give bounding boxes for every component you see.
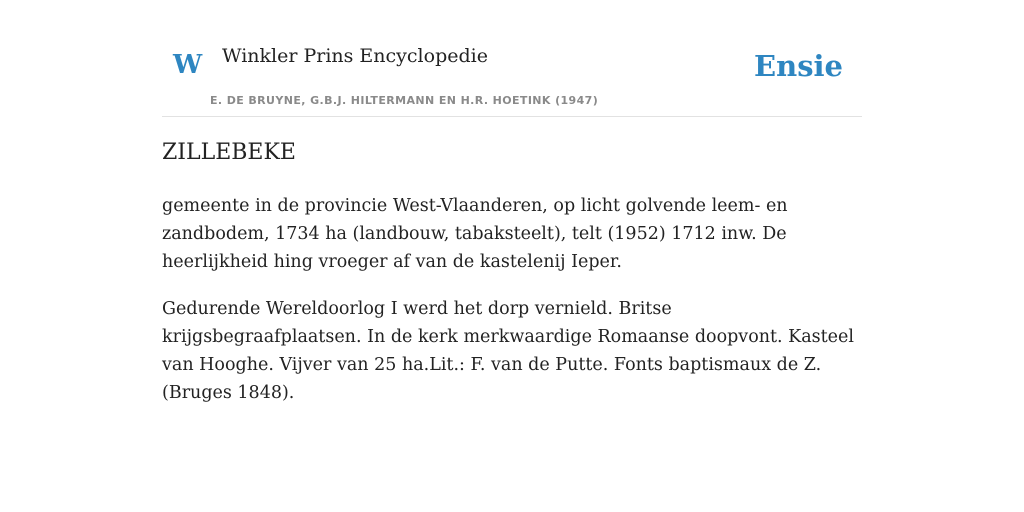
entry-title: ZILLEBEKE [162, 140, 296, 165]
entry-paragraph: gemeente in de provincie West-Vlaanderen, op licht golvende leem- en zandbodem, 1734 ha (landbouw, tabaksteelt), telt (1952) 1712 inw. De heerlijkheid hing vroeger af van de kastelenij Ieper. [162, 196, 788, 272]
source-authors: E. DE BRUYNE, G.B.J. HILTERMANN EN H.R. HOETINK (1947) [210, 94, 599, 107]
source-logo[interactable]: W [173, 50, 203, 80]
source-title[interactable]: Winkler Prins Encyclopedie [222, 45, 488, 67]
entry-content [162, 192, 862, 426]
source-header [162, 0, 862, 117]
brand-logo[interactable]: Ensie [754, 49, 843, 83]
entry-paragraph: Gedurende Wereldoorlog I werd het dorp vernield. Britse krijgsbegraafplaatsen. In de kerk merkwaardige Romaanse doopvont. Kasteel van Hooghe. Vijver van 25 ha.Lit.: F. van de Putte. Fonts baptismaux de Z. (Bruges 1848). [162, 299, 854, 403]
